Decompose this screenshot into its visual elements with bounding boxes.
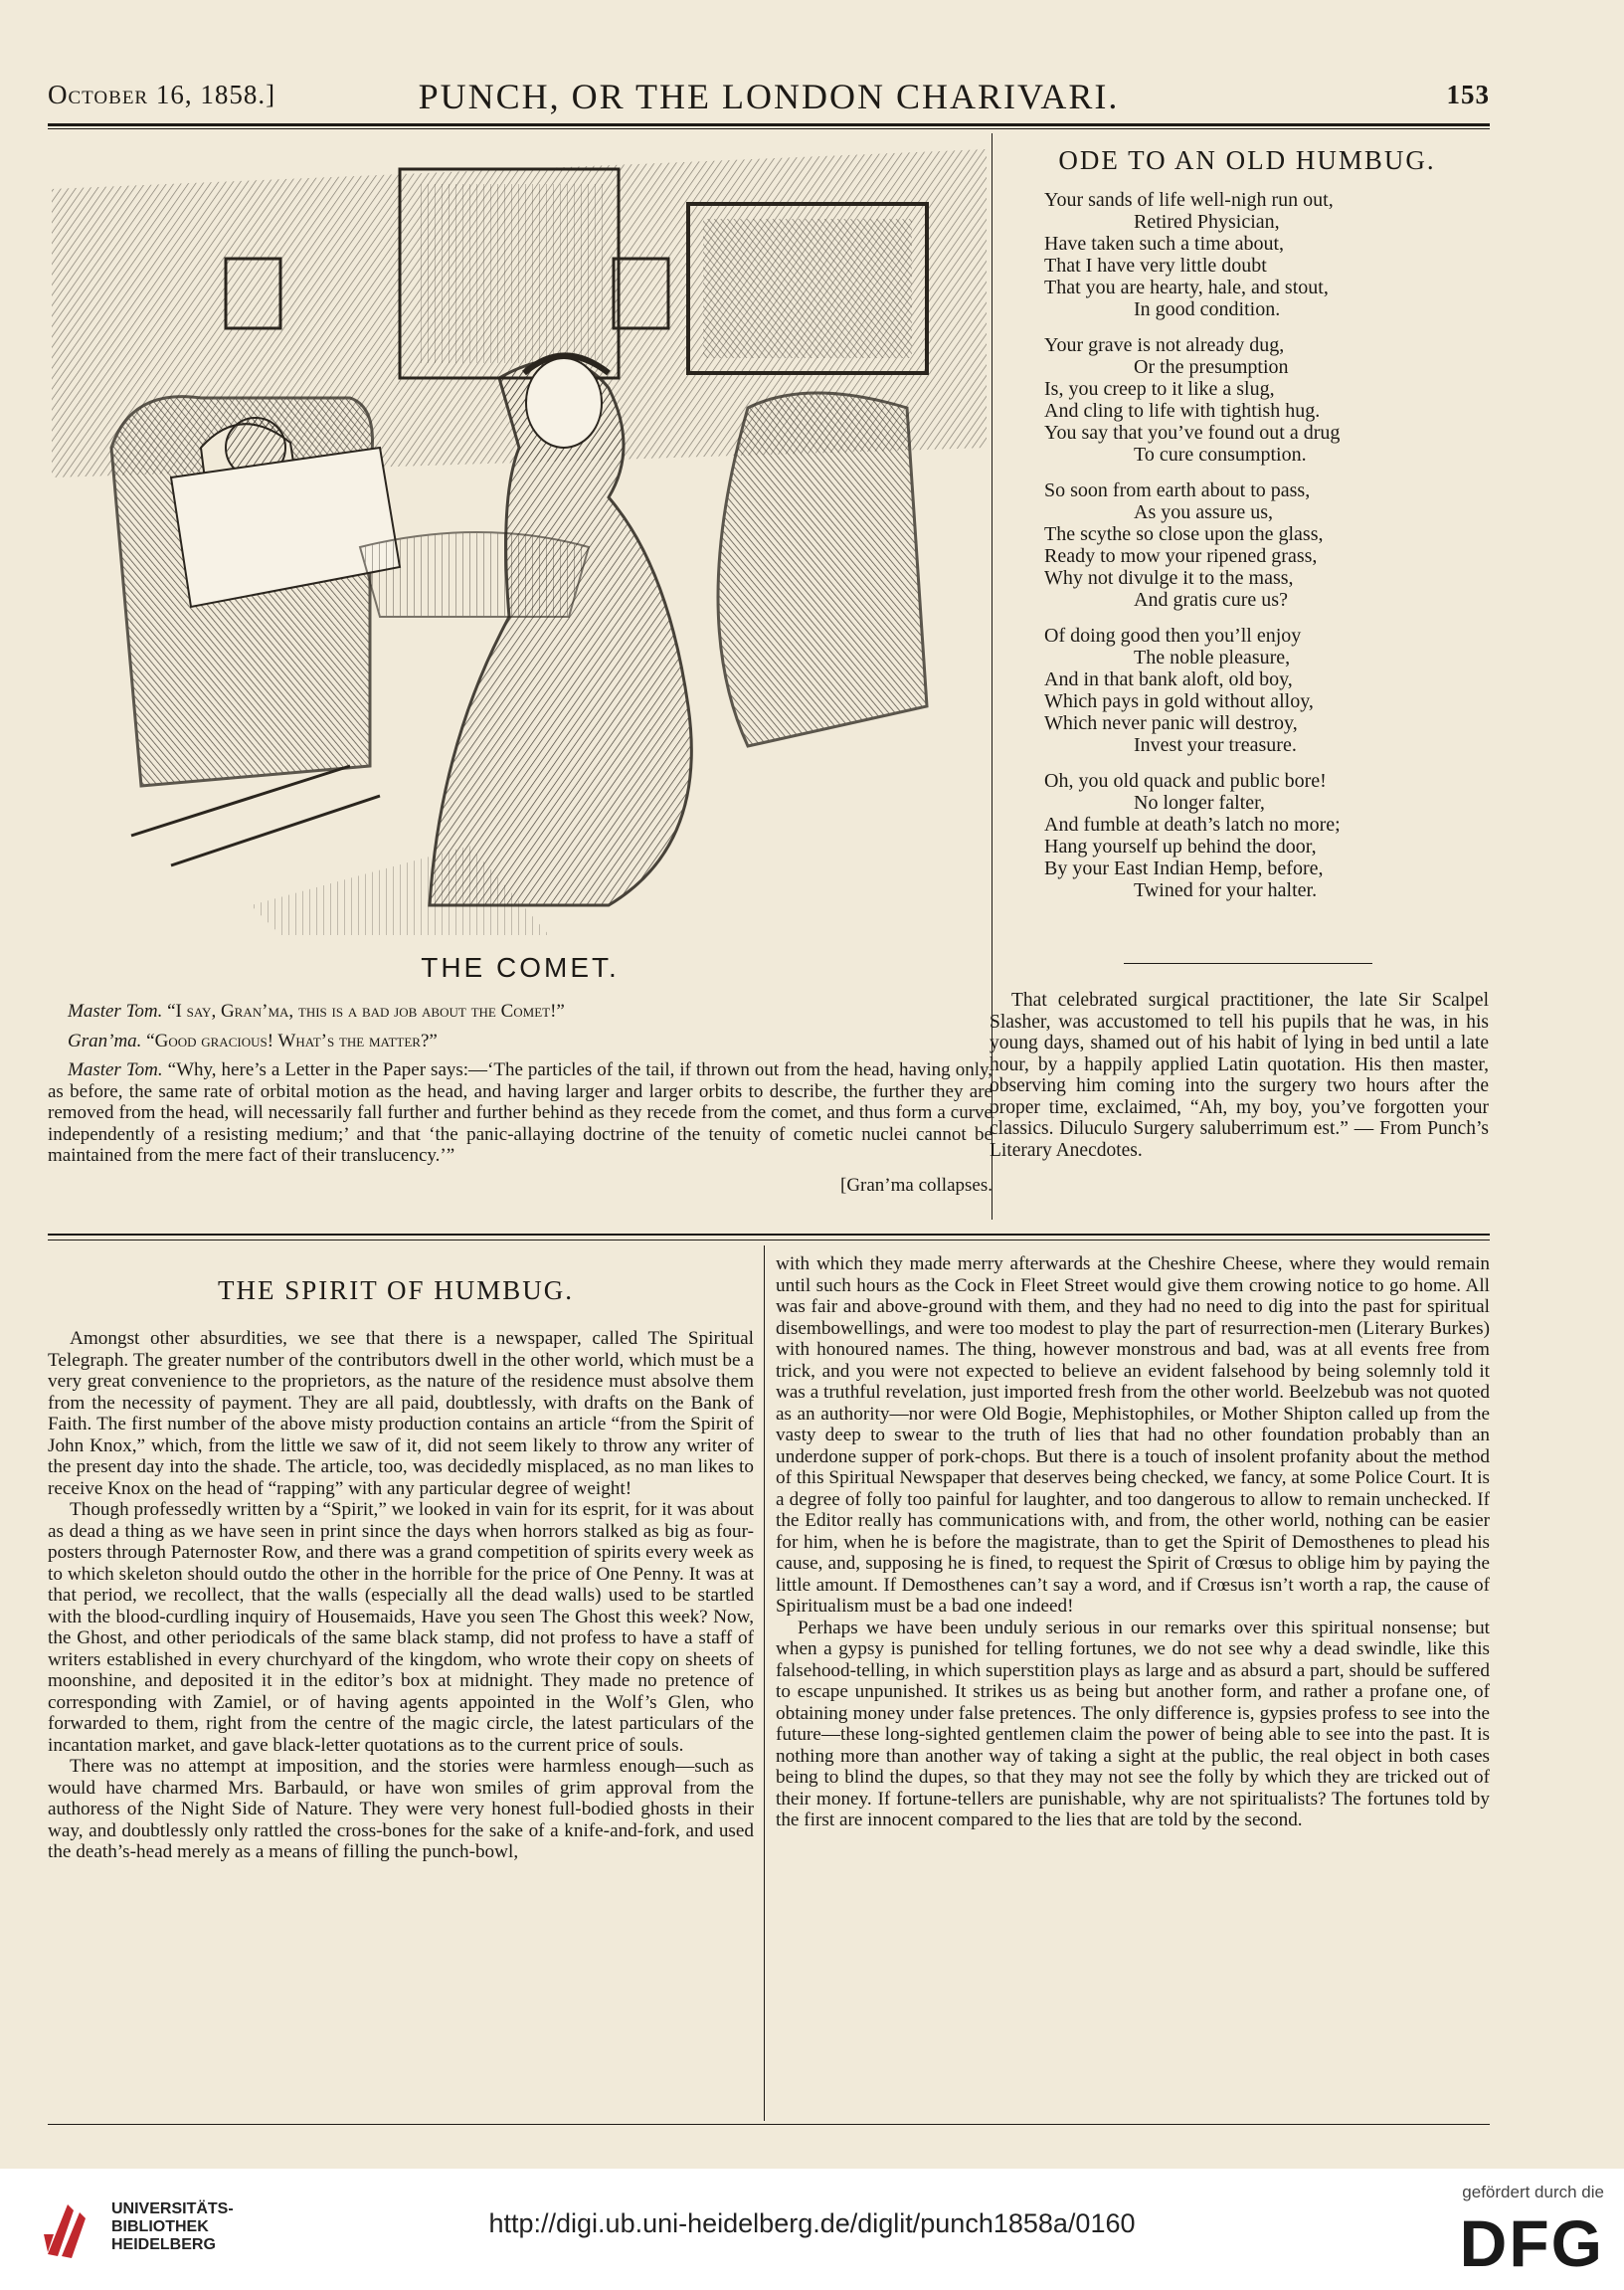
poem-line: Your sands of life well-nigh run out,	[1044, 189, 1334, 211]
article-paragraph: Perhaps we have been unduly serious in our remarks over this spiritual nonsense; but when a gypsy is punished for telling fortunes, we do not see why a dead swindle, like this falsehood-telling, in which superstition plays as large and as absurd a part, should be suffered to escape unpunished. It strikes us as being but another form, and rather a profane one, of obtaining money under false pretences. The only difference is, gypsies profess to see into the future—these long-sighted gentlemen claim the power of being able to see into the past. It is nothing more than another way of taking a sight at the public, the real object in both cases being to blind the dupes, so that they may not see the folly by which they are tricked out of their money. If fortune-tellers are punishable, why are not spiritualists? The fortunes told by the first are innocent compared to the lies that are told by the second.	[776, 1617, 1490, 1830]
page-header	[48, 76, 1490, 115]
ode-stanza-3	[1044, 479, 1490, 611]
ode-stanza-4	[1044, 625, 1490, 756]
poem-line: And fumble at death’s latch no more;	[1044, 814, 1341, 836]
funded-by-label: gefördert durch die	[1462, 2183, 1604, 2201]
anecdote-text: That celebrated surgical practitioner, the late Sir Scalpel Slasher, was accustomed to tell his pupils that he was, in his young days, shamed out of his habit of lying in bed until a late hour, by a happily applied Latin quotation. His then master, observing him coming into the surgery two hours after the proper time, exclaimed, “Ah, my boy, you’ve forgotten your classics. Diluculo Surgery saluberrimum est.” — From Punch’s Literary Anecdotes.	[990, 990, 1489, 1161]
ode-poem	[1004, 145, 1490, 915]
page-bottom-rule	[48, 2124, 1490, 2125]
poem-line: Hang yourself up behind the door,	[1044, 836, 1317, 858]
poem-line: The noble pleasure,	[1134, 647, 1291, 668]
article-right-column	[776, 1253, 1490, 1831]
dialogue-line-2	[48, 1031, 992, 1052]
poem-line: Have taken such a time about,	[1044, 233, 1285, 255]
ode-title: ODE TO AN OLD HUMBUG.	[1058, 145, 1436, 175]
ode-end-rule	[1124, 963, 1372, 964]
poem-line: No longer falter,	[1134, 792, 1265, 814]
article-paragraph: There was no attempt at imposition, and the stories were harmless enough—such as would have charmed Mrs. Barbauld, or have won smiles of grim approval from the authoress of the Night Side of Nature. They were very honest full-bodied ghosts in their way, and doubtlessly only rattled the cross-bones for the sake of a knife-and-fork, and used the death’s-head merely as a means of filling the punch-bowl,	[48, 1756, 754, 1862]
poem-line: In good condition.	[1134, 298, 1281, 320]
institution-line: BIBLIOTHEK	[111, 2218, 209, 2235]
poem-line: Or the presumption	[1134, 356, 1289, 378]
speaker-granma: Gran’ma.	[68, 1030, 142, 1051]
header-rule	[48, 123, 1490, 126]
poem-line: Oh, you old quack and public bore!	[1044, 770, 1327, 792]
article-paragraph: with which they made merry afterwards at the Cheshire Cheese, where they would remain until such hours as the Cock in Fleet Street would give them crowing notice to go home. All was fair and above-ground with them, and they had no need to dig into the past for spiritual disembowellings, and were too modest to play the part of resurrection-men (Literary Burkes) with honoured names. The thing, however monstrous and bad, was at all events free from trick, and you were not expected to believe an evident falsehood by being solemnly told it was a truthful revelation, just imported fresh from the other world. Beelzebub was not quoted as an authority—nor were Old Bogie, Mephistophiles, or Mother Shipton called up from the vasty deep to swear to the truth of lies that had no other foundation probably than an underdone supper of pork-chops. But there is a touch of insolent profanity about the method of this Spiritual Newspaper that deserves being checked, we fancy, at some Police Court. It is a degree of folly too painful for laughter, and too dangerous to allow to remain unchecked. If the Editor really has communications with, and from, the other world, nothing can be easier for him, when he is before the magistrate, than to get the Spirit of Demosthenes to plead his cause, and, supposing he is fined, to request the Spirit of Crœsus to oblige him by paying the little amount. If Demosthenes can’t say a word, and if Crœsus isn’t worth a rap, the cause of Spiritualism must be a bad one indeed!	[776, 1253, 1490, 1617]
poem-line: Retired Physician,	[1134, 211, 1280, 233]
poem-line: To cure consumption.	[1134, 444, 1307, 466]
poem-line: As you assure us,	[1134, 501, 1273, 523]
column-divider-bottom	[764, 1245, 765, 2121]
article-title: THE SPIRIT OF HUMBUG.	[217, 1275, 575, 1305]
slasher-anecdote	[990, 990, 1489, 1161]
ode-stanza-5	[1044, 770, 1490, 901]
institution-line: HEIDELBERG	[111, 2236, 216, 2253]
digitization-footer	[0, 2169, 1624, 2290]
dialogue-text-1: “I say, Gran’ma, this is a bad job about the Comet!”	[167, 1001, 565, 1022]
cartoon-dialogue	[48, 1001, 992, 1196]
dialogue-text-2: “Good gracious! What’s the matter?”	[146, 1030, 438, 1051]
poem-line: Twined for your halter.	[1134, 879, 1318, 901]
comet-cartoon-illustration	[52, 149, 987, 945]
poem-line: Is, you creep to it like a slug,	[1044, 378, 1275, 400]
institution-line: UNIVERSITÄTS-	[111, 2200, 234, 2217]
poem-line: So soon from earth about to pass,	[1044, 479, 1311, 501]
dialogue-line-1	[48, 1001, 992, 1023]
poem-line: Invest your treasure.	[1134, 734, 1297, 756]
poem-line: Of doing good then you’ll enjoy	[1044, 625, 1302, 647]
poem-line: And in that bank aloft, old boy,	[1044, 668, 1293, 690]
section-rule	[48, 1234, 1490, 1236]
poem-line: Why not divulge it to the mass,	[1044, 567, 1294, 589]
poem-line: That you are hearty, hale, and stout,	[1044, 277, 1329, 298]
page-number: 153	[1446, 80, 1490, 109]
poem-line: And cling to life with tightish hug.	[1044, 400, 1321, 422]
dialogue-line-3	[48, 1059, 992, 1167]
article-left-column	[48, 1328, 754, 1863]
dfg-logo: DFG	[1459, 2206, 1604, 2280]
header-date: October 16, 1858.]	[48, 80, 276, 109]
poem-line: And gratis cure us?	[1134, 589, 1288, 611]
speaker-tom-2: Master Tom.	[68, 1059, 163, 1080]
header-rule-thin	[48, 128, 1490, 129]
ode-stanza-2	[1044, 334, 1490, 466]
poem-line: Which never panic will destroy,	[1044, 712, 1298, 734]
article-paragraph: Though professedly written by a “Spirit,” we looked in vain for its esprit, for it was about as dead a thing as we have seen in print since the days when horrors stalked as big as four-posters through Paternoster Row, and there was a grand competition of spirits every week as to which skeleton should outdo the other in the horrible for the price of One Penny. It was at that period, we recollect, that the walls (especially all the dead walls) used to be startled with the blood-curdling inquiry of Housemaids, Have you seen The Ghost this week? Now, the Ghost, and other periodicals of the same black stamp, did not profess to have a staff of writers established in every churchyard of the kingdom, who wrote their copy on sheets of moonshine, and deposited it in the editor’s box at midnight. They made no pretence of corresponding with Zamiel, or of having agents appointed in the Wolf’s Glen, who forwarded to them, right from the centre of the magic circle, the latest particulars of the incantation market, and gave black-letter quotations as to the current price of souls.	[48, 1499, 754, 1756]
article-paragraph: Amongst other absurdities, we see that there is a newspaper, called The Spiritual Telegraph. The greater number of the contributors dwell in the other world, which must be a very great convenience to the proprietors, as the nature of the residence must absolve them from the necessity of payment. They are all paid, doubtlessly, with drafts on the Bank of Faith. The first number of the above misty production contains an article “from the Spirit of John Knox,” which, from the little we saw of it, did not seem likely to throw any writer of the present day into the shade. The article, too, was decidedly misplaced, as no man likes to receive Knox on the head of “rapping” with any particular degree of weight!	[48, 1328, 754, 1499]
poem-line: The scythe so close upon the glass,	[1044, 523, 1324, 545]
poem-line: That I have very little doubt	[1044, 255, 1267, 277]
dialogue-closing: [Gran’ma collapses.	[840, 1174, 992, 1196]
dialogue-text-3: “Why, here’s a Letter in the Paper says:—‘The particles of the tail, if thrown out from the head, having only, as before, the same rate of orbital motion as the head, and having larger and larger orbits to describe, the further they are removed from the head, will necessarily fall further and further behind as they recede from the comet, and thus form a curve independently of a resisting medium;’ and that ‘the panic-allaying doctrine of the tenuity of cometic nuclei cannot be maintained from the mere fact of their translucency.’”	[48, 1059, 992, 1166]
speaker-tom: Master Tom.	[68, 1001, 163, 1022]
poem-line: Which pays in gold without alloy,	[1044, 690, 1314, 712]
ode-stanza-1	[1044, 189, 1490, 320]
source-url-link[interactable]: http://digi.ub.uni-heidelberg.de/diglit/punch1858a/0160	[488, 2208, 1136, 2238]
header-title: PUNCH, OR THE LONDON CHARIVARI.	[418, 77, 1120, 116]
poem-line: By your East Indian Hemp, before,	[1044, 858, 1324, 879]
poem-line: Ready to mow your ripened grass,	[1044, 545, 1318, 567]
poem-line: You say that you’ve found out a drug	[1044, 422, 1341, 444]
cartoon-title: THE COMET.	[421, 952, 620, 983]
poem-line: Your grave is not already dug,	[1044, 334, 1285, 356]
